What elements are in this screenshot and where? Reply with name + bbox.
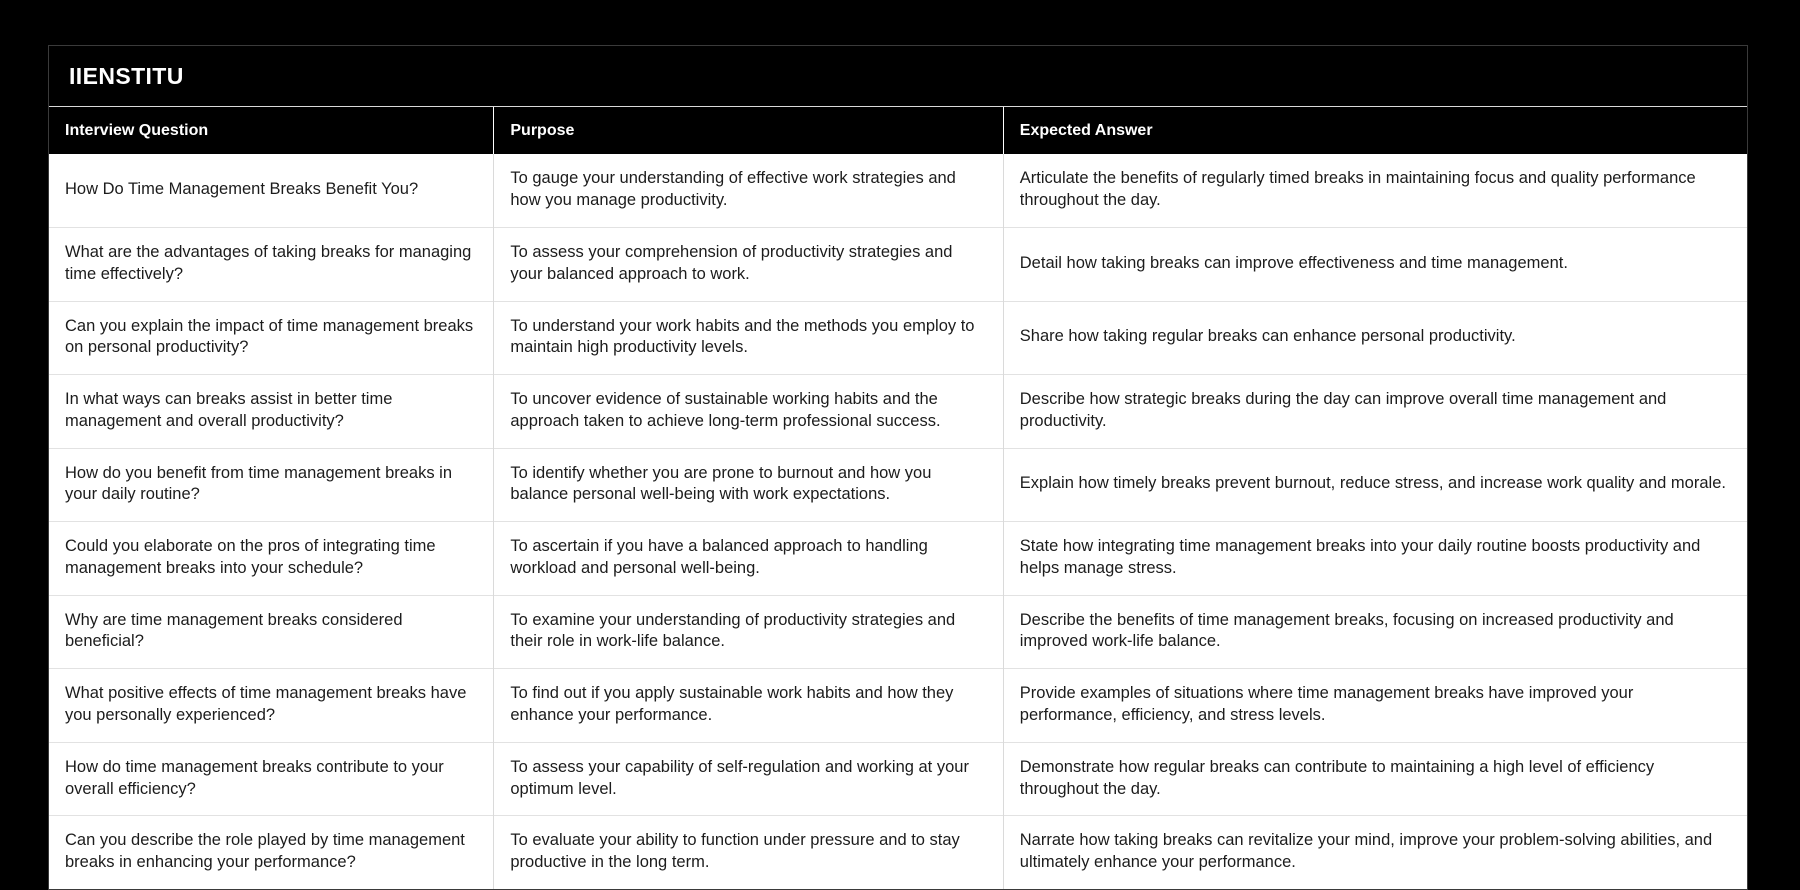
cell-expected-answer: Describe the benefits of time management breaks, focusing on increased productivity and improved work-life balance.	[1003, 595, 1747, 669]
cell-purpose: To gauge your understanding of effective work strategies and how you manage productivity.	[494, 154, 1003, 227]
table-header-row	[49, 107, 1747, 154]
cell-purpose: To understand your work habits and the methods you employ to maintain high productivity levels.	[494, 301, 1003, 375]
cell-interview-question: Can you explain the impact of time management breaks on personal productivity?	[49, 301, 494, 375]
cell-interview-question: How Do Time Management Breaks Benefit You?	[49, 154, 494, 227]
table-header	[49, 107, 1747, 154]
table-row	[49, 448, 1747, 522]
cell-purpose: To assess your comprehension of productivity strategies and your balanced approach to work.	[494, 228, 1003, 302]
cell-interview-question: What are the advantages of taking breaks for managing time effectively?	[49, 228, 494, 302]
interview-question-table-card	[48, 45, 1748, 890]
cell-interview-question: Could you elaborate on the pros of integrating time management breaks into your schedule?	[49, 522, 494, 596]
table-row	[49, 228, 1747, 302]
cell-expected-answer: Detail how taking breaks can improve effectiveness and time management.	[1003, 228, 1747, 302]
cell-interview-question: How do time management breaks contribute to your overall efficiency?	[49, 742, 494, 816]
cell-purpose: To evaluate your ability to function under pressure and to stay productive in the long term.	[494, 816, 1003, 889]
table-row	[49, 154, 1747, 227]
table-row	[49, 595, 1747, 669]
cell-interview-question: How do you benefit from time management breaks in your daily routine?	[49, 448, 494, 522]
cell-expected-answer: State how integrating time management breaks into your daily routine boosts productivity and helps manage stress.	[1003, 522, 1747, 596]
cell-expected-answer: Share how taking regular breaks can enhance personal productivity.	[1003, 301, 1747, 375]
cell-purpose: To assess your capability of self-regulation and working at your optimum level.	[494, 742, 1003, 816]
cell-expected-answer: Demonstrate how regular breaks can contribute to maintaining a high level of efficiency throughout the day.	[1003, 742, 1747, 816]
cell-expected-answer: Narrate how taking breaks can revitalize your mind, improve your problem-solving abilities, and ultimately enhance your performance.	[1003, 816, 1747, 889]
brand-header	[49, 46, 1747, 107]
cell-purpose: To ascertain if you have a balanced approach to handling workload and personal well-being.	[494, 522, 1003, 596]
cell-expected-answer: Describe how strategic breaks during the day can improve overall time management and productivity.	[1003, 375, 1747, 449]
column-header-expected-answer: Expected Answer	[1003, 107, 1747, 154]
cell-interview-question: Can you describe the role played by time management breaks in enhancing your performance?	[49, 816, 494, 889]
table-row	[49, 301, 1747, 375]
cell-purpose: To find out if you apply sustainable work habits and how they enhance your performance.	[494, 669, 1003, 743]
cell-interview-question: In what ways can breaks assist in better time management and overall productivity?	[49, 375, 494, 449]
brand-title: IIENSTITU	[69, 63, 184, 89]
column-header-purpose: Purpose	[494, 107, 1003, 154]
table-row	[49, 816, 1747, 889]
table-row	[49, 375, 1747, 449]
table-row	[49, 522, 1747, 596]
cell-expected-answer: Explain how timely breaks prevent burnout, reduce stress, and increase work quality and morale.	[1003, 448, 1747, 522]
table-body	[49, 154, 1747, 888]
cell-expected-answer: Provide examples of situations where time management breaks have improved your performance, efficiency, and stress levels.	[1003, 669, 1747, 743]
interview-question-table	[49, 107, 1747, 889]
cell-purpose: To examine your understanding of productivity strategies and their role in work-life balance.	[494, 595, 1003, 669]
cell-purpose: To uncover evidence of sustainable working habits and the approach taken to achieve long-term professional success.	[494, 375, 1003, 449]
table-row	[49, 742, 1747, 816]
cell-purpose: To identify whether you are prone to burnout and how you balance personal well-being with work expectations.	[494, 448, 1003, 522]
table-row	[49, 669, 1747, 743]
cell-expected-answer: Articulate the benefits of regularly timed breaks in maintaining focus and quality performance throughout the day.	[1003, 154, 1747, 227]
cell-interview-question: Why are time management breaks considered beneficial?	[49, 595, 494, 669]
cell-interview-question: What positive effects of time management breaks have you personally experienced?	[49, 669, 494, 743]
column-header-interview-question: Interview Question	[49, 107, 494, 154]
